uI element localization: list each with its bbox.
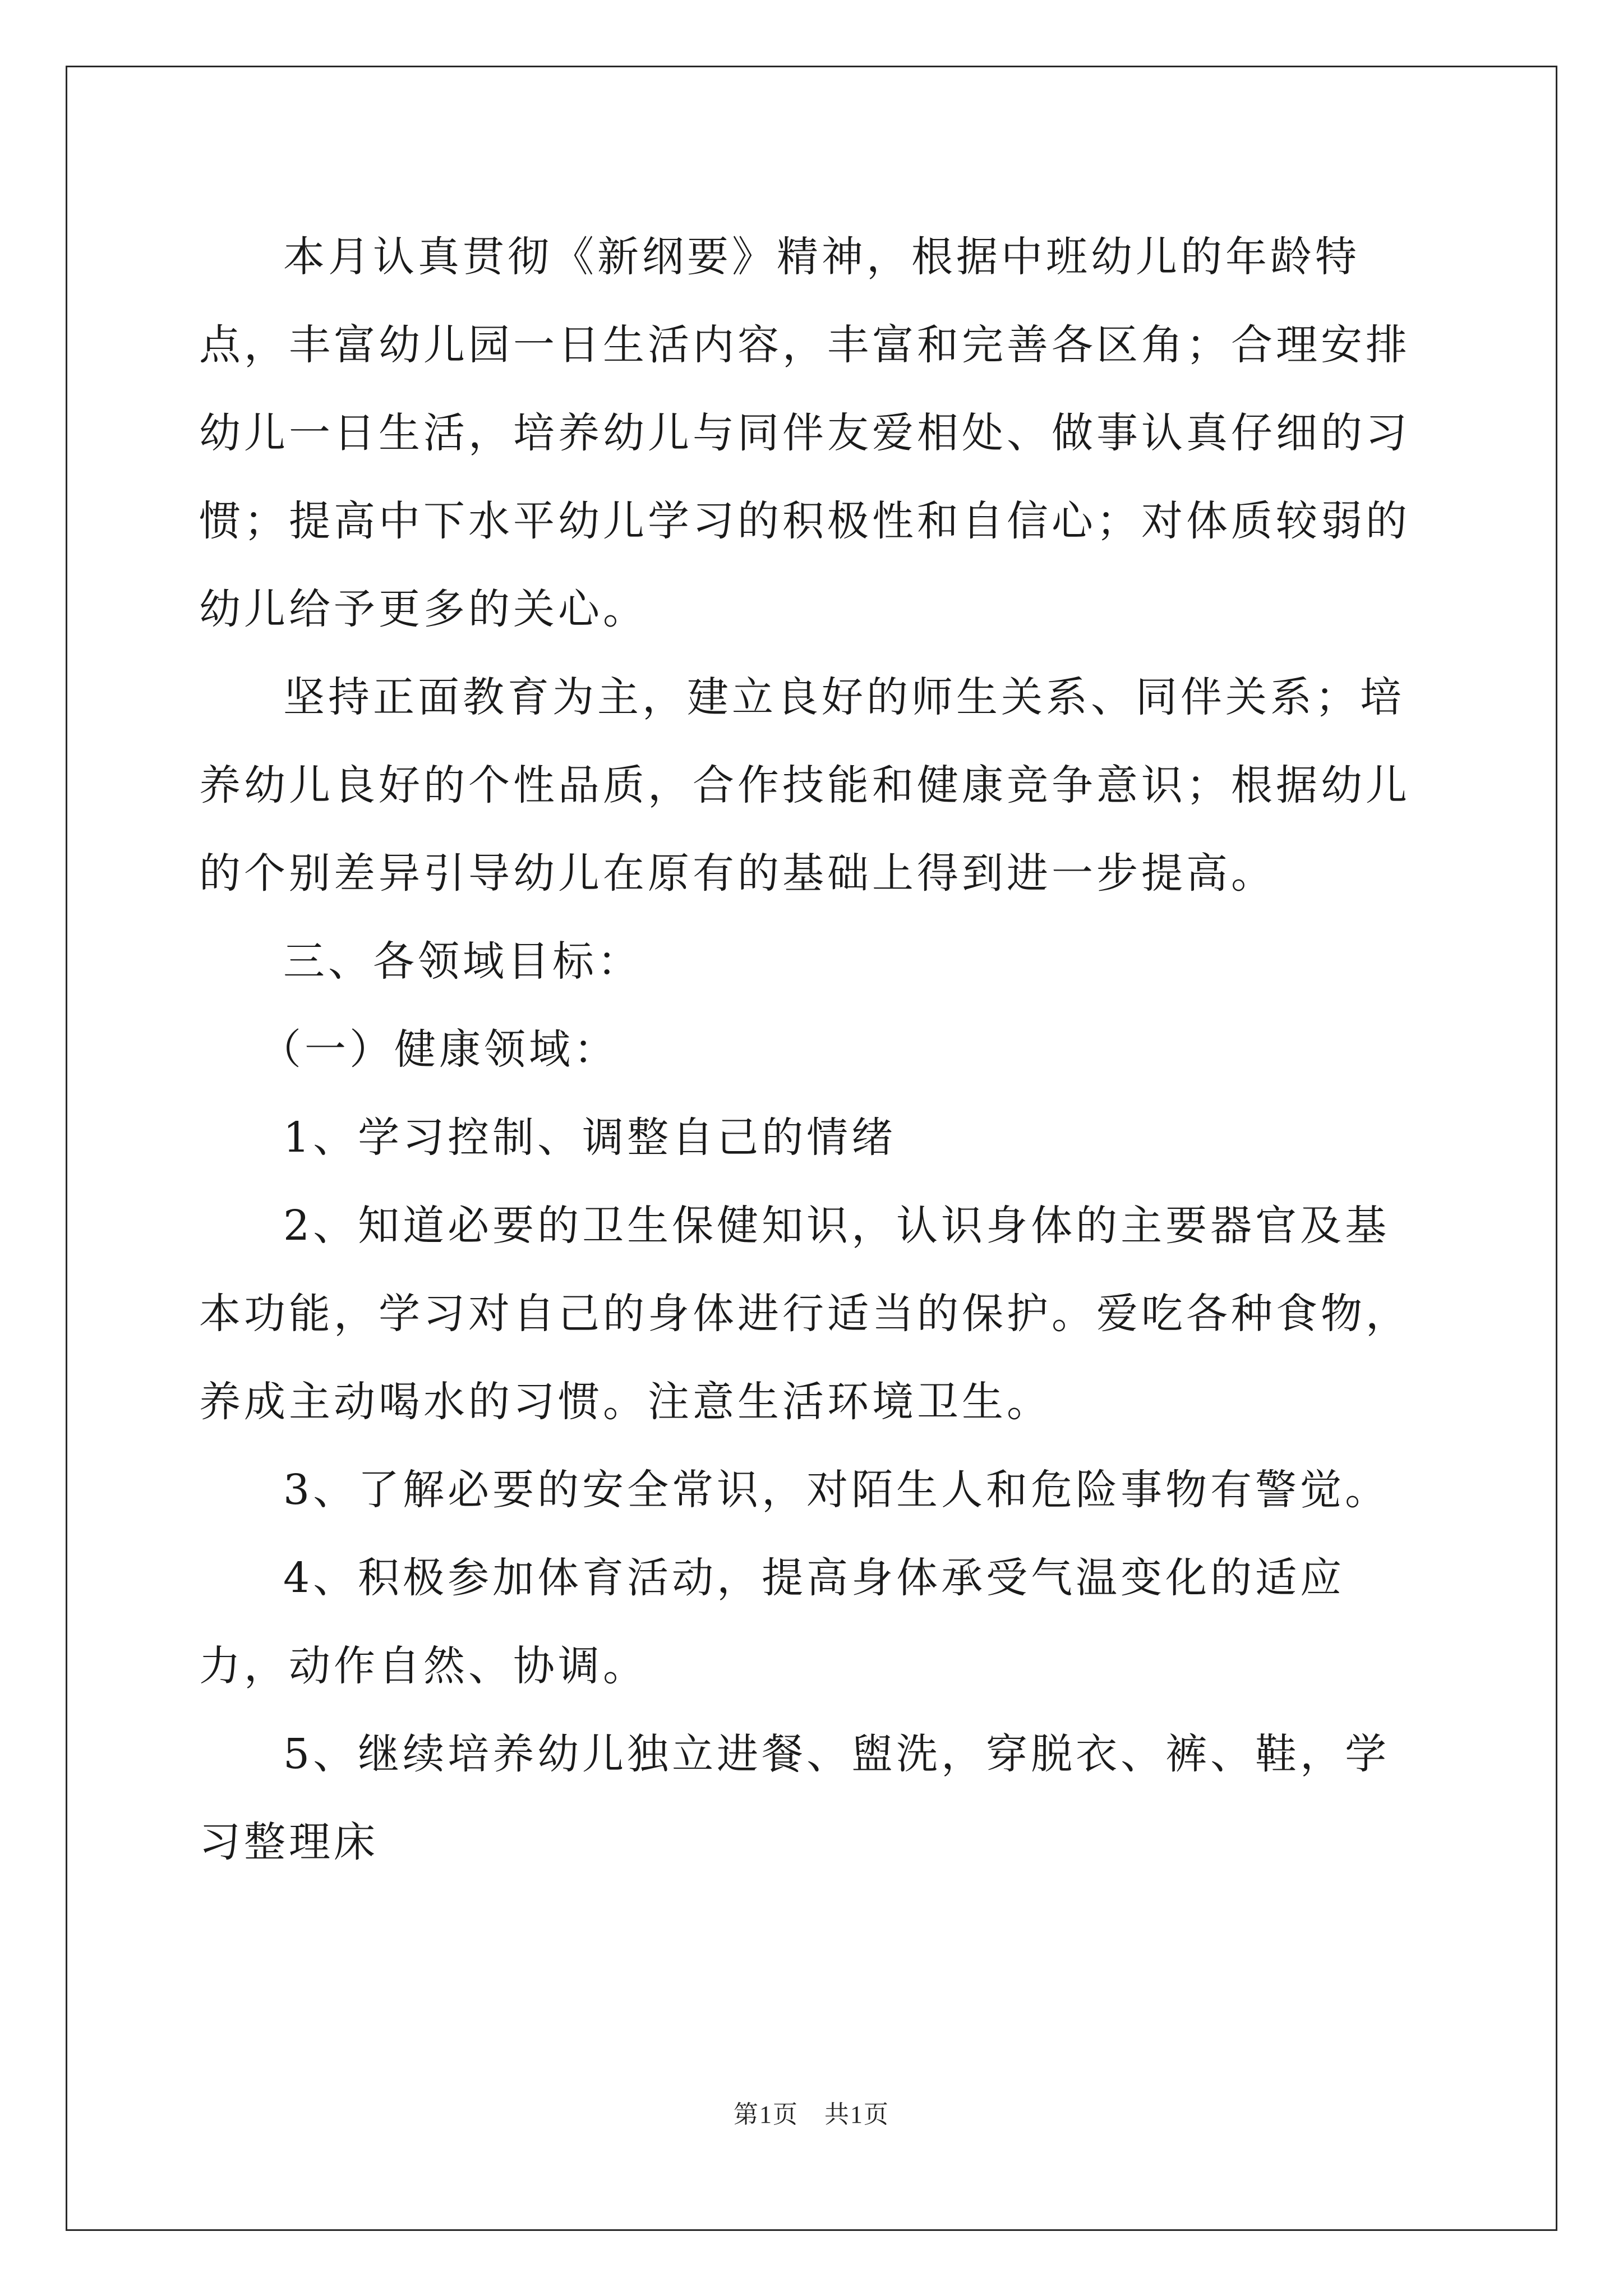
- page-number-footer: 第1页 共1页: [734, 2101, 889, 2128]
- paragraph-intro: 本月认真贯彻《新纲要》精神，根据中班幼儿的年龄特点，丰富幼儿园一日生活内容，丰富和完善各区角；合理安排幼儿一日生活，培养幼儿与同伴友爱相处、做事认真仔细的习惯；提高中下水平幼儿学习的积极性和自信心；对体质较弱的幼儿给予更多的关心。: [199, 233, 1410, 633]
- document-body: [199, 213, 1433, 1887]
- list-item: 1、学习控制、调整自己的情绪: [283, 1114, 897, 1162]
- list-item: 4、积极参加体育活动，提高身体承受气温变化的适应力，动作自然、协调。: [199, 1554, 1345, 1690]
- subsection-heading: （一）健康领域：: [260, 1025, 619, 1074]
- list-item: 3、了解必要的安全常识，对陌生人和危险事物有警觉。: [283, 1466, 1390, 1514]
- section-heading: 三、各领域目标：: [283, 937, 642, 986]
- list-item: 5、继续培养幼儿独立进餐、盥洗，穿脱衣、裤、鞋，学习整理床: [199, 1730, 1390, 1866]
- list-item: 2、知道必要的卫生保健知识，认识身体的主要器官及基本功能，学习对自己的身体进行适当的保护。爱吃各种食物，养成主动喝水的习惯。注意生活环境卫生。: [199, 1202, 1410, 1426]
- paragraph-education: 坚持正面教育为主，建立良好的师生关系、同伴关系；培养幼儿良好的个性品质，合作技能和健康竞争意识；根据幼儿的个别差异引导幼儿在原有的基础上得到进一步提高。: [199, 673, 1410, 898]
